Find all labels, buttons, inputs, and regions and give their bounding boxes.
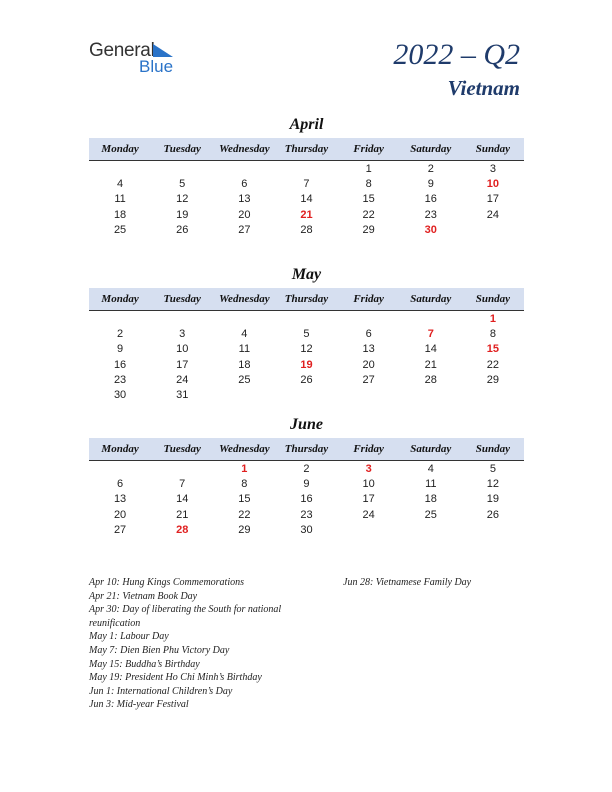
day-cell: 4	[241, 328, 248, 341]
calendar-may	[89, 288, 524, 403]
day-cell: 6	[365, 328, 372, 341]
day-cell: 18	[424, 493, 437, 506]
day-cell: 20	[362, 358, 375, 371]
day-cell: 9	[117, 343, 124, 356]
week-row	[89, 492, 524, 507]
day-cell: 20	[238, 208, 251, 221]
day-cell: 8	[489, 328, 496, 341]
day-cell: 1	[365, 163, 372, 175]
weekday-label: Wednesday	[219, 443, 270, 455]
empty-day-cell	[400, 388, 462, 403]
day-cell: 11	[114, 193, 126, 206]
empty-day-cell	[213, 312, 275, 327]
day-cell: 26	[300, 373, 313, 386]
weekday-header	[89, 288, 524, 311]
day-cell: 14	[424, 343, 437, 356]
weekday-label: Thursday	[284, 143, 329, 155]
empty-day-cell	[275, 312, 337, 327]
day-cell: 27	[238, 223, 251, 236]
day-cell: 26	[176, 223, 189, 236]
week-row	[89, 358, 524, 373]
day-cell: 27	[113, 523, 127, 536]
day-cell: 21	[176, 508, 189, 521]
weekday-label: Monday	[101, 293, 139, 305]
day-cell: 9	[427, 178, 434, 191]
weekday-label: Saturday	[410, 293, 452, 305]
week-row	[89, 462, 524, 477]
week-row	[89, 327, 524, 342]
day-cell: 18	[113, 208, 127, 221]
holiday-day-cell: 15	[486, 343, 500, 356]
holiday-notes-left	[89, 576, 324, 712]
day-cell: 16	[300, 493, 313, 506]
holiday-note: May 1: Labour Day	[89, 631, 169, 643]
day-cell: 11	[238, 343, 251, 356]
weekday-label: Sunday	[475, 143, 511, 155]
calendar-june	[89, 438, 524, 538]
empty-day-cell	[462, 523, 524, 538]
holiday-day-cell: 7	[427, 328, 434, 341]
day-cell: 26	[486, 508, 500, 521]
empty-day-cell	[89, 162, 151, 177]
holiday-day-cell: 21	[300, 208, 313, 221]
day-cell: 23	[300, 508, 313, 521]
day-cell: 6	[117, 478, 124, 491]
day-cell: 25	[113, 223, 127, 236]
day-cell: 10	[362, 478, 375, 491]
empty-day-cell	[213, 388, 275, 403]
day-cell: 3	[179, 328, 186, 341]
day-cell: 30	[113, 388, 127, 401]
day-cell: 18	[238, 358, 251, 371]
day-cell: 7	[303, 178, 310, 191]
holiday-day-cell: 1	[241, 463, 248, 475]
empty-day-cell	[89, 312, 151, 327]
holiday-day-cell: 3	[365, 463, 372, 475]
weekday-label: Wednesday	[219, 143, 270, 155]
week-row	[89, 477, 524, 492]
day-cell: 12	[300, 343, 313, 356]
calendar-april	[89, 138, 524, 238]
week-row	[89, 223, 524, 238]
empty-day-cell	[338, 523, 400, 538]
day-cell: 4	[117, 178, 124, 191]
day-cell: 14	[300, 193, 313, 206]
month-title-may: May	[291, 266, 322, 283]
weekday-header	[89, 438, 524, 461]
day-cell: 8	[241, 478, 248, 491]
day-cell: 17	[176, 358, 189, 371]
day-cell: 16	[424, 193, 437, 206]
day-cell: 14	[176, 493, 189, 506]
week-row	[89, 523, 524, 538]
day-cell: 10	[176, 343, 189, 356]
month-title-april: April	[289, 116, 324, 133]
weekday-label: Tuesday	[163, 143, 201, 155]
day-cell: 17	[362, 493, 375, 506]
day-cell: 4	[427, 463, 434, 475]
week-row	[89, 192, 524, 207]
empty-day-cell	[462, 223, 524, 238]
weekday-label: Tuesday	[163, 443, 201, 455]
day-cell: 19	[486, 493, 500, 506]
day-cell: 2	[117, 328, 124, 341]
day-cell: 13	[113, 493, 127, 506]
holiday-note: Jun 3: Mid-year Festival	[89, 699, 189, 711]
weekday-label: Saturday	[410, 443, 452, 455]
day-cell: 3	[489, 163, 496, 175]
weekday-label: Wednesday	[219, 293, 270, 305]
day-cell: 25	[424, 508, 437, 521]
day-cell: 29	[362, 223, 375, 236]
day-cell: 21	[424, 358, 437, 371]
day-cell: 25	[238, 373, 251, 386]
empty-day-cell	[151, 162, 213, 177]
weekday-label: Friday	[353, 143, 384, 155]
day-cell: 24	[486, 208, 500, 221]
day-cell: 5	[303, 328, 310, 341]
day-cell: 2	[303, 463, 310, 475]
weekday-label: Monday	[101, 443, 139, 455]
week-row	[89, 388, 524, 403]
day-cell: 23	[424, 208, 437, 221]
empty-day-cell	[151, 312, 213, 327]
holiday-note: May 7: Dien Bien Phu Victory Day	[89, 644, 230, 656]
holiday-note: Apr 21: Vietnam Book Day	[89, 590, 198, 602]
day-cell: 24	[176, 373, 189, 386]
day-cell: 12	[176, 193, 189, 206]
weekday-label: Thursday	[284, 293, 329, 305]
day-cell: 7	[179, 478, 186, 491]
empty-day-cell	[400, 312, 462, 327]
empty-day-cell	[151, 462, 213, 477]
week-row	[89, 162, 524, 177]
holiday-note: Jun 1: International Children’s Day	[89, 685, 233, 697]
holiday-day-cell: 10	[486, 178, 500, 191]
week-row	[89, 373, 524, 388]
day-cell: 20	[113, 508, 127, 521]
day-cell: 13	[238, 193, 251, 206]
empty-day-cell	[462, 388, 524, 403]
day-cell: 19	[176, 208, 189, 221]
day-cell: 17	[486, 193, 500, 206]
day-cell: 12	[486, 478, 500, 491]
day-cell: 28	[424, 373, 437, 386]
weekday-label: Sunday	[475, 443, 511, 455]
weekday-header	[89, 138, 524, 161]
empty-day-cell	[89, 462, 151, 477]
day-cell: 15	[362, 193, 375, 206]
weekday-label: Friday	[353, 293, 384, 305]
weekday-label: Monday	[101, 143, 139, 155]
day-cell: 8	[365, 178, 372, 191]
day-cell: 27	[362, 373, 375, 386]
weekday-label: Friday	[353, 443, 384, 455]
empty-day-cell	[338, 312, 400, 327]
brand-logo	[89, 40, 189, 80]
logo-word-blue: Blue	[139, 57, 174, 76]
holiday-day-cell: 1	[489, 313, 496, 325]
empty-day-cell	[275, 388, 337, 403]
day-cell: 5	[179, 178, 186, 191]
day-cell: 2	[427, 163, 434, 175]
empty-day-cell	[400, 523, 462, 538]
day-cell: 13	[362, 343, 375, 356]
month-title-june: June	[290, 416, 323, 433]
country-subtitle: Vietnam	[447, 76, 520, 100]
day-cell: 11	[425, 478, 437, 491]
day-cell: 29	[238, 523, 251, 536]
logo-flag-icon	[153, 44, 173, 57]
page-title: 2022 – Q2	[393, 38, 520, 71]
logo-word-general: General	[89, 40, 155, 61]
holiday-day-cell: 28	[176, 523, 189, 536]
holiday-day-cell: 19	[300, 358, 313, 371]
day-cell: 22	[486, 358, 500, 371]
day-cell: 9	[303, 478, 310, 491]
day-cell: 28	[300, 223, 313, 236]
holiday-note: May 15: Buddha’s Birthday	[89, 658, 200, 670]
holiday-note: May 19: President Ho Chi Minh’s Birthday	[89, 672, 262, 684]
week-row	[89, 342, 524, 357]
weekday-label: Saturday	[410, 143, 452, 155]
day-cell: 29	[486, 373, 500, 386]
day-cell: 31	[176, 388, 189, 401]
holiday-note: Apr 10: Hung Kings Commemorations	[89, 577, 245, 588]
holiday-note: Apr 30: Day of liberating the South for national reunification	[89, 604, 282, 629]
weekday-label: Tuesday	[163, 293, 201, 305]
weekday-label: Sunday	[475, 293, 511, 305]
week-row	[89, 208, 524, 223]
day-cell: 16	[113, 358, 127, 371]
day-cell: 6	[241, 178, 248, 191]
day-cell: 24	[362, 508, 375, 521]
week-row	[89, 508, 524, 523]
day-cell: 22	[238, 508, 251, 521]
empty-day-cell	[275, 162, 337, 177]
holiday-day-cell: 30	[424, 223, 437, 236]
empty-day-cell	[213, 162, 275, 177]
day-cell: 22	[362, 208, 375, 221]
week-row	[89, 177, 524, 192]
holiday-note: Jun 28: Vietnamese Family Day	[343, 577, 472, 588]
day-cell: 5	[489, 463, 496, 475]
weekday-label: Thursday	[284, 443, 329, 455]
day-cell: 15	[238, 493, 251, 506]
day-cell: 30	[300, 523, 313, 536]
holiday-notes-right	[343, 576, 543, 590]
empty-day-cell	[338, 388, 400, 403]
week-row	[89, 312, 524, 327]
day-cell: 23	[113, 373, 127, 386]
